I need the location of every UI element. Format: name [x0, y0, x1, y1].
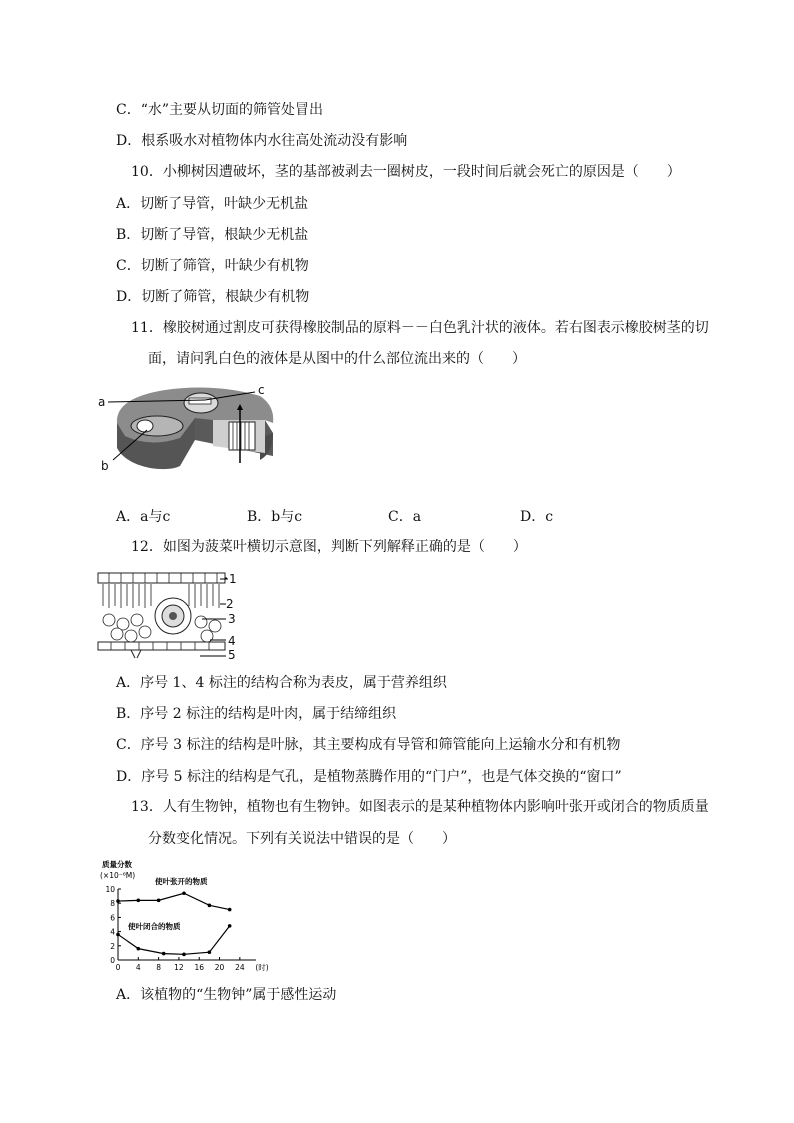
chart-point-0 — [208, 904, 212, 908]
chart-point-1 — [162, 952, 166, 956]
q11-option-c: C．a — [388, 509, 422, 525]
chart-point-0 — [116, 899, 120, 903]
chart-ylabel: 质量分数 — [102, 860, 132, 869]
q12-stem: 12．如图为菠菜叶横切示意图，判断下列解释正确的是（ ） — [131, 539, 527, 555]
q9-option-d: D．根系吸水对植物体内水往高处流动没有影响 — [116, 133, 408, 149]
chart-xunit: (时) — [255, 963, 269, 972]
chart-point-1 — [208, 950, 212, 954]
chart-ytick-label: 10 — [105, 885, 115, 894]
chart-point-0 — [228, 908, 232, 912]
chart-xtick-label: 12 — [174, 963, 184, 972]
chart-series-line-0 — [118, 893, 230, 909]
leaf-figure-leaders — [200, 572, 230, 660]
chart-point-0 — [182, 891, 186, 895]
chart-yunit: (×10⁻⁶M) — [100, 871, 136, 880]
q10-option-c: C．切断了筛管，叶缺少有机物 — [116, 258, 309, 274]
chart-xtick-label: 8 — [156, 963, 162, 972]
q12-option-b: B．序号 2 标注的结构是叶肉，属于结缔组织 — [116, 706, 397, 722]
q12-option-c: C．序号 3 标注的结构是叶脉，其主要构成有导管和筛管能向上运输水分和有机物 — [116, 737, 621, 753]
chart-xtick-label: 24 — [235, 963, 245, 972]
chart-point-1 — [137, 947, 141, 951]
q11-stem-line2: 面，请问乳白色的液体是从图中的什么部位流出来的（ ） — [148, 351, 526, 367]
q12-option-a: A．序号 1、4 标注的结构合称为表皮，属于营养组织 — [116, 675, 447, 691]
fig11-label-b: b — [101, 459, 109, 473]
chart-point-0 — [137, 899, 141, 903]
chart-xtick-label: 0 — [115, 963, 121, 972]
chart-point-1 — [182, 953, 186, 957]
rubber-stem-figure — [95, 378, 285, 478]
chart-xtick-label: 16 — [194, 963, 205, 972]
chart-point-0 — [157, 899, 161, 903]
fig12-label-4: 4 — [228, 634, 236, 648]
fig11-label-a: a — [98, 395, 106, 409]
chart-ytick-label: 4 — [110, 927, 115, 937]
q11-stem-line1: 11．橡胶树通过割皮可获得橡胶制品的原料－－白色乳汁状的液体。若右图表示橡胶树茎的切 — [131, 320, 709, 336]
q9-option-c: C．“水”主要从切面的筛管处冒出 — [116, 102, 324, 118]
q10-option-b: B．切断了导管，根缺少无机盐 — [116, 227, 309, 243]
q11-option-d: D．c — [520, 509, 554, 525]
fig12-label-5: 5 — [228, 648, 236, 662]
chart-ytick-label: 2 — [110, 941, 115, 951]
chart-point-1 — [228, 924, 232, 928]
fig12-label-2: 2 — [226, 597, 234, 611]
q13-stem-line1: 13．人有生物钟，植物也有生物钟。如图表示的是某种植物体内影响叶张开或闭合的物质质量 — [131, 799, 709, 815]
chart-xtick-label: 4 — [135, 963, 141, 972]
fig12-label-3: 3 — [228, 612, 236, 626]
q10-option-d: D．切断了筛管，根缺少有机物 — [116, 289, 310, 305]
chart-xtick-label: 20 — [214, 963, 225, 972]
chart-ytick-label: 8 — [110, 899, 115, 909]
q12-option-d: D．序号 5 标注的结构是气孔，是植物蒸腾作用的“门户”，也是气体交换的“窗口” — [116, 769, 622, 785]
chart-ytick-label: 6 — [110, 913, 115, 923]
chart-point-1 — [116, 933, 120, 937]
q11-option-a: A．a与c — [116, 509, 171, 525]
chart-series-label-1: 使叶闭合的物质 — [128, 922, 181, 931]
fig11-label-c: c — [258, 383, 265, 397]
q10-stem: 10．小柳树因遭破坏，茎的基部被剥去一圈树皮，一段时间后就会死亡的原因是（ ） — [131, 164, 681, 180]
q11-option-b: B．b与c — [247, 509, 303, 525]
substance-chart — [100, 858, 280, 976]
chart-series-label-0: 使叶张开的物质 — [155, 877, 208, 886]
q13-option-a: A．该植物的“生物钟”属于感性运动 — [116, 987, 337, 1003]
q13-stem-line2: 分数变化情况。下列有关说法中错误的是（ ） — [148, 831, 456, 847]
chart-ytick-label: 0 — [110, 956, 115, 965]
fig12-label-1: 1 — [229, 572, 237, 586]
q10-option-a: A．切断了导管，叶缺少无机盐 — [116, 196, 309, 212]
